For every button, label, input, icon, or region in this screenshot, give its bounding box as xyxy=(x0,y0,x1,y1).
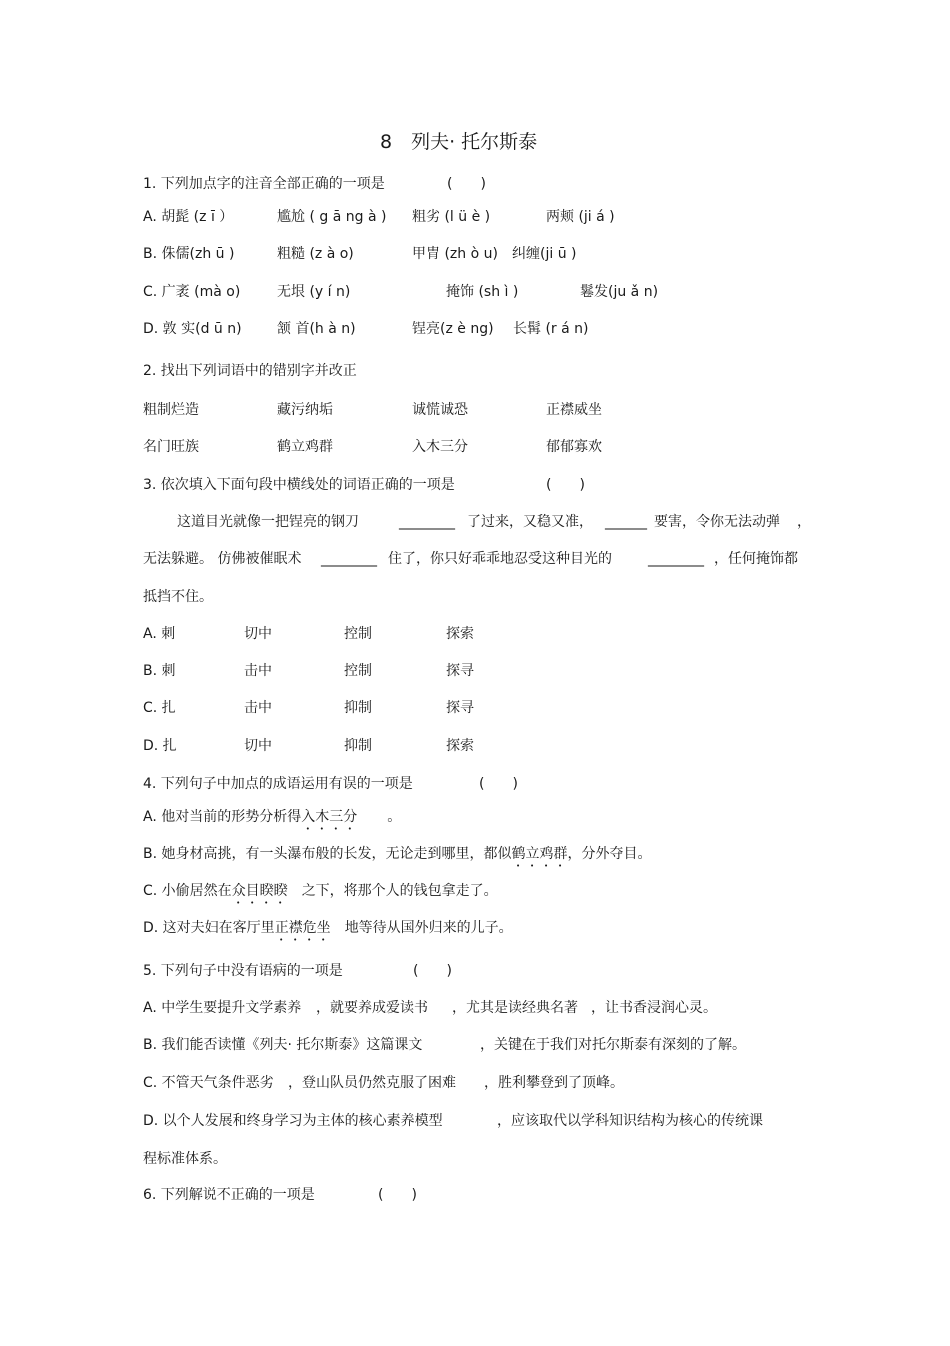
q5-option-a: ，就要养成爱读书 xyxy=(316,1000,428,1016)
q5-option-d: ，应该取代以学科知识结构为核心的传统课 xyxy=(497,1113,763,1129)
q5-option-a: A. 中学生要提升文学素养 xyxy=(143,1000,302,1016)
q4-a-idiom: 入木三分 xyxy=(301,809,358,825)
q3-option-b: B. 刺 xyxy=(143,663,176,679)
q3-option-c: C. 扎 xyxy=(143,700,176,716)
q4-d-idiom: 正襟危坐 xyxy=(274,920,331,936)
q3-blank-2: ______ xyxy=(605,514,647,530)
q1-stem: 1. 下列加点字的注音全部正确的一项是 xyxy=(143,176,385,192)
q3-answer-paren: ( ) xyxy=(546,477,585,493)
q5-option-b: B. 我们能否读懂《列夫· 托尔斯泰》这篇课文 xyxy=(143,1037,423,1053)
q3-option-c: 抑制 xyxy=(344,700,372,716)
q3-stem: 3. 依次填入下面句段中横线处的词语正确的一项是 xyxy=(143,477,455,493)
q4-option-a xyxy=(143,808,401,833)
q5-option-b: ，关键在于我们对托尔斯泰有深刻的了解。 xyxy=(480,1037,746,1053)
q1-b-4: 纠缠(ji ū ) xyxy=(512,246,577,262)
q4-b-text: B. 她身材高挑，有一头瀑布般的长发 xyxy=(143,846,372,862)
q3-passage-text: 了过来，又稳又准， xyxy=(467,514,593,530)
q3-option-a: 探索 xyxy=(446,626,474,642)
q1-a-1: A. 胡髭 (z ī ） xyxy=(143,209,234,225)
q3-passage-text: ，任何掩饰都 xyxy=(714,551,798,567)
q3-blank-1: ________ xyxy=(399,514,455,530)
q3-option-d: D. 扎 xyxy=(143,738,177,754)
q4-c-text: 之下，将那个人的钱包拿走了。 xyxy=(301,883,498,899)
q5-option-c: C. 不管天气条件恶劣 xyxy=(143,1075,274,1091)
q3-option-c: 击中 xyxy=(244,700,272,716)
q4-b-idiom: 鹤立鸡群 xyxy=(511,846,568,862)
q1-b-1: B. 侏儒(zh ū ) xyxy=(143,246,235,262)
q3-passage-text: 这道目光就像一把锃亮的钢刀 xyxy=(177,514,359,530)
q1-c-3: 掩饰 (sh ì ) xyxy=(446,284,519,300)
q1-c-1: C. 广袤 (mà o) xyxy=(143,284,241,300)
q5-option-c: ，胜利攀登到了顶峰。 xyxy=(484,1075,624,1091)
q1-b-3: 甲胄 (zh ò u) xyxy=(412,246,498,262)
q3-blank-3: ________ xyxy=(321,551,377,567)
q3-option-d: 切中 xyxy=(244,738,272,754)
page-title: 8 列夫· 托尔斯泰 xyxy=(380,131,538,153)
q3-option-a: A. 刺 xyxy=(143,626,176,642)
q3-passage-text: ， xyxy=(797,514,811,530)
q4-option-c xyxy=(143,882,498,907)
q4-c-idiom: 众目睽睽 xyxy=(231,883,288,899)
q1-a-2: 尴尬 ( g ā ng à ) xyxy=(277,209,387,225)
q2-stem: 2. 找出下列词语中的错别字并改正 xyxy=(143,363,357,379)
q3-blank-4: ________ xyxy=(648,551,704,567)
q5-option-a: ，尤其是读经典名著 xyxy=(452,1000,578,1016)
q4-option-d xyxy=(143,919,513,944)
q2-word: 郁郁寡欢 xyxy=(546,439,602,455)
q1-answer-paren: ( ) xyxy=(447,176,486,192)
q4-a-text: 。 xyxy=(387,809,402,825)
q3-option-b: 探寻 xyxy=(446,663,474,679)
q3-option-b: 控制 xyxy=(344,663,372,679)
q3-passage-text: 无法躲避。 仿佛被催眠术 xyxy=(143,551,302,567)
q2-word: 正襟威坐 xyxy=(546,402,602,418)
q1-c-2: 无垠 (y í n) xyxy=(277,284,351,300)
q1-b-2: 粗糙 (z à o) xyxy=(277,246,354,262)
q5-answer-paren: ( ) xyxy=(413,963,452,979)
q1-a-3: 粗劣 (l ü è ) xyxy=(412,209,491,225)
q3-passage-text: 抵挡不住。 xyxy=(143,589,213,605)
q2-word: 入木三分 xyxy=(412,439,468,455)
q4-d-text: D. 这对夫妇在客厅里 xyxy=(143,920,275,936)
q3-passage-text: 要害，令你无法动弹 xyxy=(654,514,780,530)
q2-word: 诚慌诚恐 xyxy=(412,402,468,418)
q5-stem: 5. 下列句子中没有语病的一项是 xyxy=(143,963,343,979)
q1-d-1: D. 敦 实(d ū n) xyxy=(143,321,242,337)
q2-word: 粗制烂造 xyxy=(143,402,199,418)
q3-option-c: 探寻 xyxy=(446,700,474,716)
q3-option-b: 击中 xyxy=(244,663,272,679)
q5-option-d: 程标准体系。 xyxy=(143,1151,227,1167)
q4-b-text: ，无论走到哪里，都似 xyxy=(371,846,512,862)
q5-option-a: ，让书香浸润心灵。 xyxy=(591,1000,717,1016)
q3-option-a: 切中 xyxy=(244,626,272,642)
q4-a-text: A. 他对当前的形势分析得 xyxy=(143,809,302,825)
q1-c-4: 鬈发(ju ǎ n) xyxy=(580,284,659,300)
q4-d-text: 地等待从国外归来的儿子。 xyxy=(344,920,513,936)
q4-stem: 4. 下列句子中加点的成语运用有误的一项是 xyxy=(143,776,413,792)
q2-word: 名门旺族 xyxy=(143,439,199,455)
q3-option-d: 抑制 xyxy=(344,738,372,754)
q6-answer-paren: ( ) xyxy=(378,1187,417,1203)
q1-d-4: 长髯 (r á n) xyxy=(513,321,589,337)
q3-option-d: 探索 xyxy=(446,738,474,754)
q1-d-3: 锃亮(z è ng) xyxy=(412,321,494,337)
q2-word: 鹤立鸡群 xyxy=(277,439,333,455)
q3-passage-text: 住了，你只好乖乖地忍受这种目光的 xyxy=(388,551,612,567)
q4-option-b xyxy=(143,845,652,870)
q5-option-d: D. 以个人发展和终身学习为主体的核心素养模型 xyxy=(143,1113,443,1129)
q4-c-text: C. 小偷居然在 xyxy=(143,883,232,899)
q1-a-4: 两颊 (ji á ) xyxy=(546,209,615,225)
q5-option-c: ，登山队员仍然克服了困难 xyxy=(288,1075,456,1091)
q4-b-text: ，分外夺目。 xyxy=(567,846,652,862)
q6-stem: 6. 下列解说不正确的一项是 xyxy=(143,1187,315,1203)
q3-option-a: 控制 xyxy=(344,626,372,642)
q4-answer-paren: ( ) xyxy=(479,776,518,792)
q1-d-2: 颔 首(h à n) xyxy=(277,321,356,337)
q2-word: 藏污纳垢 xyxy=(277,402,333,418)
